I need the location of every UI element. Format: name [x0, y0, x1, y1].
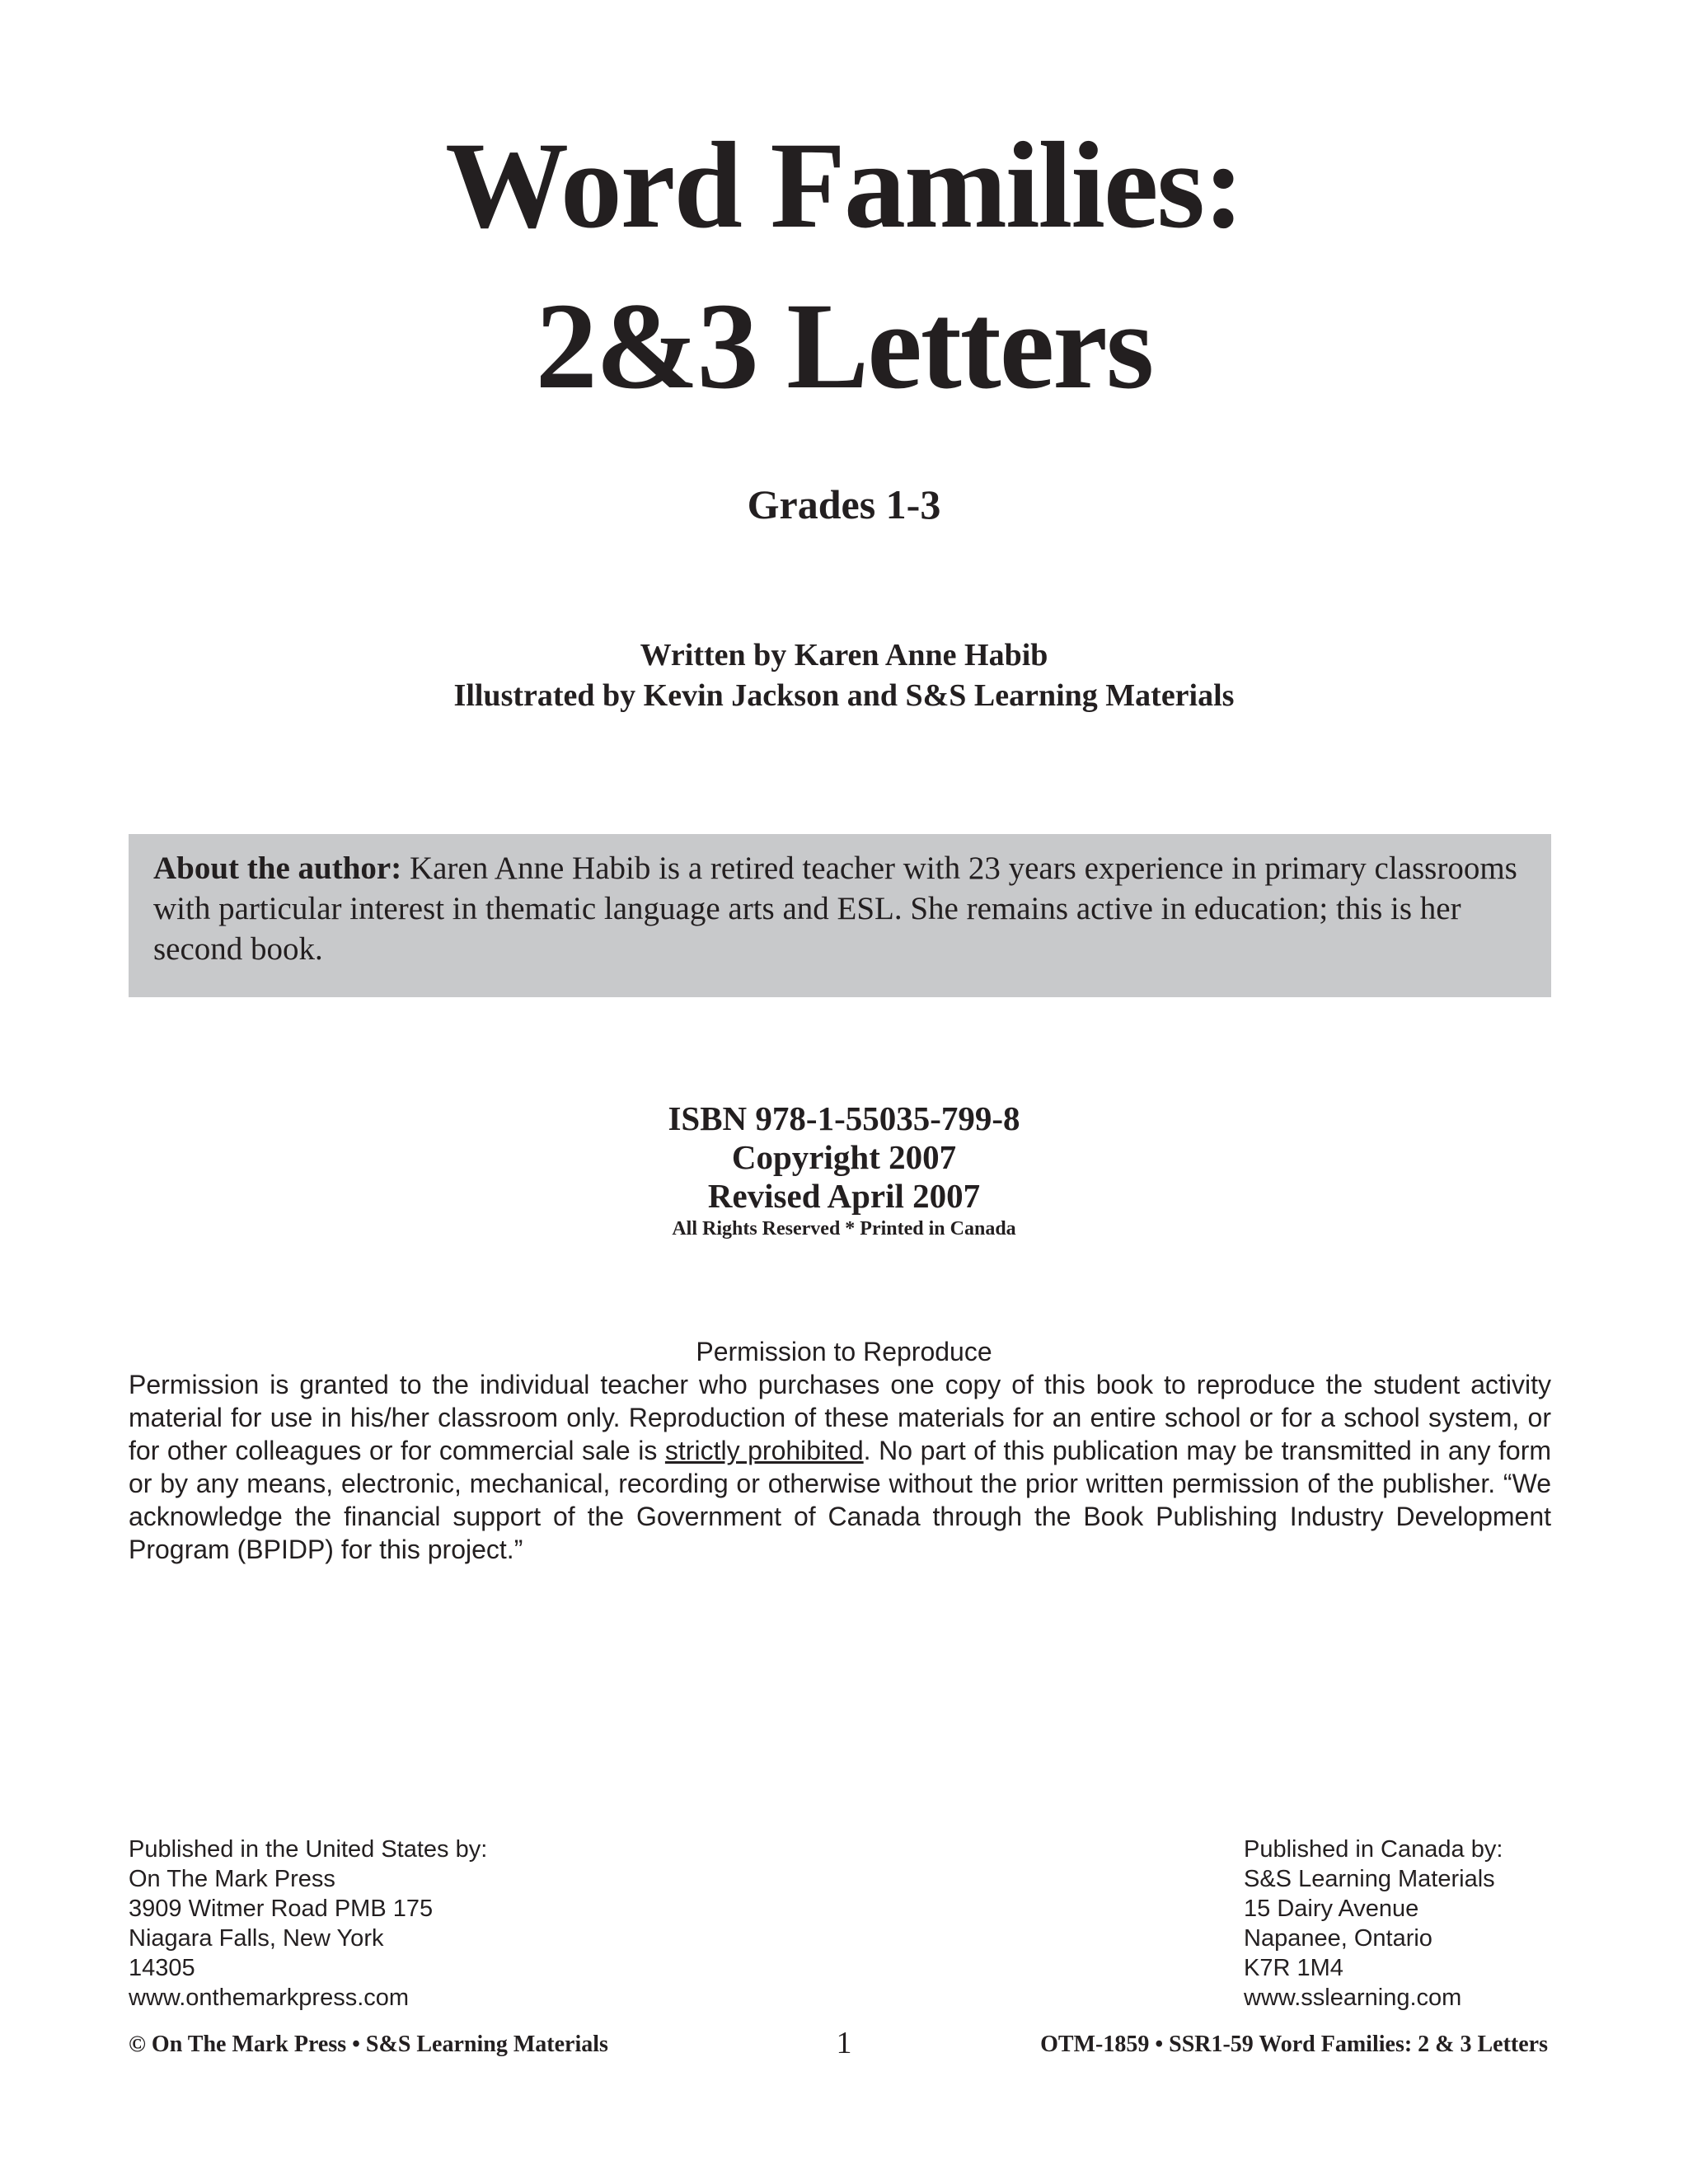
author-credit: Written by Karen Anne Habib	[640, 638, 1048, 673]
title-line-1: Word Families:	[445, 117, 1243, 254]
publisher-ca-website: www.sslearning.com	[1244, 1985, 1462, 2011]
publisher-us-postal: 14305	[129, 1955, 195, 1981]
permission-text-before: Permission is granted to the individual teacher who purchases one copy of this book to reproduce the student activity material for use in his/her classroom only. Reproduction of these materials for an entire school or for a school system, or for other colleagues or for commercial sale is	[129, 1370, 1551, 1465]
publisher-us-address: 3909 Witmer Road PMB 175	[129, 1896, 434, 1922]
publisher-ca-postal: K7R 1M4	[1244, 1955, 1343, 1981]
publisher-ca-name: S&S Learning Materials	[1244, 1866, 1495, 1892]
publisher-ca-block	[1244, 1835, 1503, 2013]
publisher-us-name: On The Mark Press	[129, 1866, 335, 1892]
permission-text-after: . No part of this publication may be transmitted in any form or by any means, electronic, mechanical, recording or otherwise without the prior written permission of the publisher. “We acknowledge the financial support of the Government of Canada through the Book Publishing Industry Development Program (BPIDP) for this project.”	[129, 1436, 1552, 1564]
publisher-us-heading: Published in the United States by:	[129, 1836, 488, 1863]
title-line-2: 2&3 Letters	[535, 278, 1153, 415]
about-author-label: About the author:	[153, 851, 402, 886]
publisher-ca-city: Napanee, Ontario	[1244, 1925, 1432, 1952]
publisher-us-website: www.onthemarkpress.com	[129, 1985, 410, 2011]
copyright: Copyright 2007	[731, 1138, 957, 1176]
revision-date: Revised April 2007	[707, 1177, 981, 1215]
publisher-ca-address: 15 Dairy Avenue	[1244, 1896, 1419, 1922]
illustrator-credit: Illustrated by Kevin Jackson and S&S Learning Materials	[453, 678, 1235, 713]
isbn: ISBN 978-1-55035-799-8	[668, 1099, 1020, 1137]
about-author-text: Karen Anne Habib is a retired teacher with 23 years experience in primary classrooms with particular interest in thematic language arts and ESL. She remains active in education; this is her second book.	[153, 851, 1517, 967]
publisher-us-city: Niagara Falls, New York	[129, 1925, 384, 1952]
about-author-box	[129, 834, 1551, 997]
publisher-us-block	[129, 1835, 487, 2013]
footer-copyright: © On The Mark Press • S&S Learning Materials	[129, 2032, 608, 2057]
footer-product-code: OTM-1859 • SSR1-59 Word Families: 2 & 3 Letters	[1040, 2032, 1548, 2057]
permission-heading: Permission to Reproduce	[696, 1337, 992, 1366]
rights-statement: All Rights Reserved * Printed in Canada	[672, 1218, 1016, 1240]
grade-level: Grades 1-3	[747, 481, 941, 527]
permission-emphasis: strictly prohibited	[664, 1436, 864, 1465]
publisher-ca-heading: Published in Canada by:	[1244, 1836, 1503, 1863]
permission-body	[129, 1368, 1551, 1566]
page-number: 1	[836, 2026, 852, 2060]
